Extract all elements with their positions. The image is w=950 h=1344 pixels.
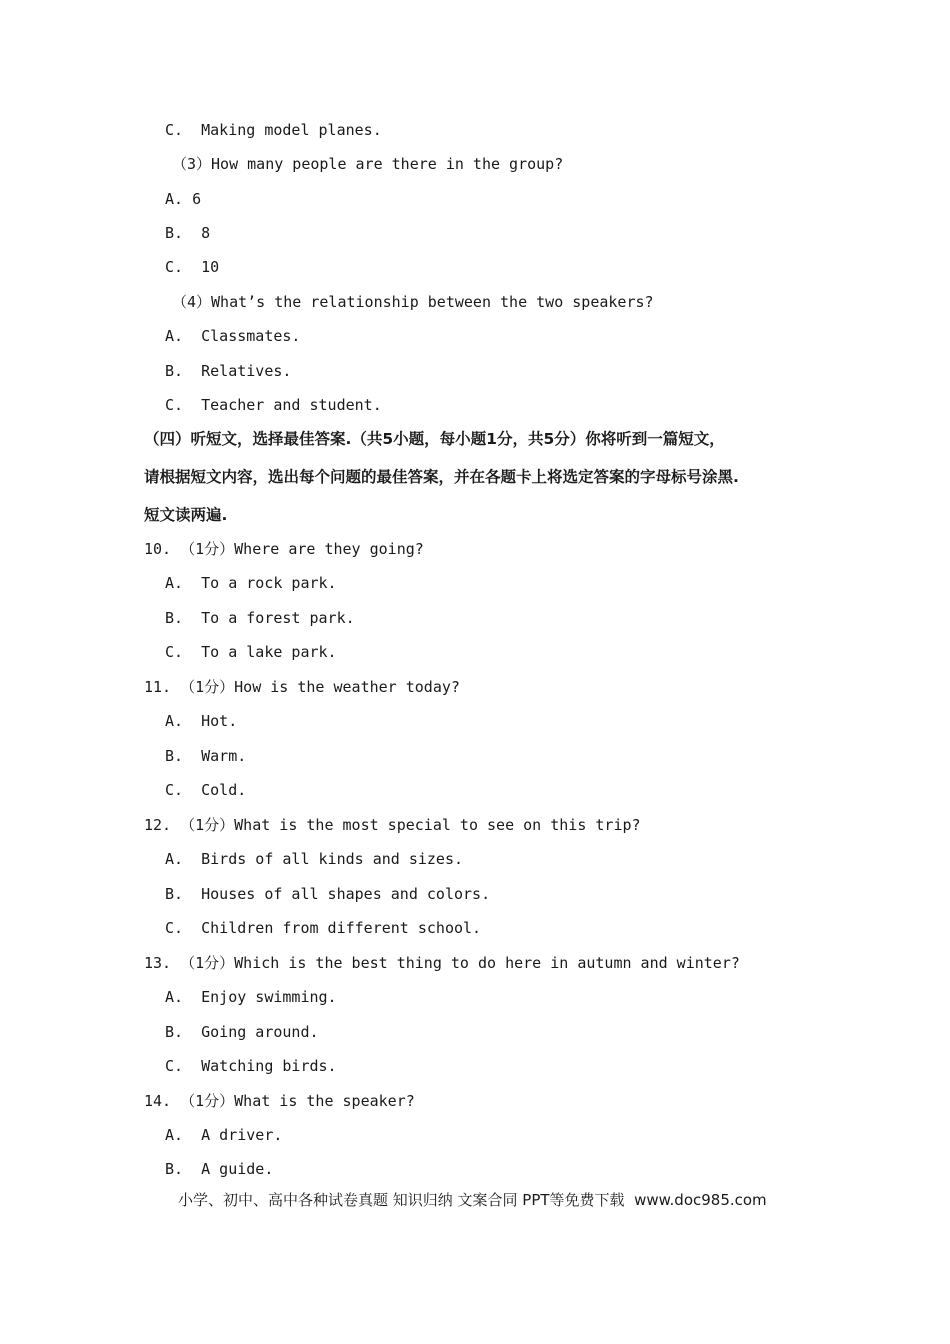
option-b: B. Relatives. bbox=[165, 362, 292, 380]
question-14: 14. （1分）What is the speaker? bbox=[144, 1092, 415, 1110]
option-a: A. Classmates. bbox=[165, 327, 301, 345]
option-a: A. 6 bbox=[165, 190, 202, 208]
section-heading: 请根据短文内容，选出每个问题的最佳答案，并在各题卡上将选定答案的字母标号涂黑. bbox=[144, 468, 739, 486]
question-3: （3）How many people are there in the group? bbox=[172, 155, 564, 173]
option-b: B. A guide. bbox=[165, 1160, 274, 1178]
option-b: B. Going around. bbox=[165, 1023, 319, 1041]
option-b: B. To a forest park. bbox=[165, 609, 355, 627]
option-a: A. To a rock park. bbox=[165, 574, 337, 592]
section-heading: 短文读两遍. bbox=[144, 506, 228, 524]
option-c: C. To a lake park. bbox=[165, 643, 337, 661]
option-c: C. Watching birds. bbox=[165, 1057, 337, 1075]
option-c: C. Teacher and student. bbox=[165, 396, 382, 414]
option-a: A. Enjoy swimming. bbox=[165, 988, 337, 1006]
option-c: C. 10 bbox=[165, 258, 220, 276]
section-heading: （四）听短文，选择最佳答案.（共5小题，每小题1分，共5分）你将听到一篇短文， bbox=[144, 430, 725, 448]
question-12: 12. （1分）What is the most special to see on this trip? bbox=[144, 816, 641, 834]
option-b: B. 8 bbox=[165, 224, 211, 242]
option-a: A. Birds of all kinds and sizes. bbox=[165, 850, 464, 868]
option-b: B. Houses of all shapes and colors. bbox=[165, 885, 491, 903]
question-4: （4）What’s the relationship between the two speakers? bbox=[172, 293, 654, 311]
question-11: 11. （1分）How is the weather today? bbox=[144, 678, 460, 696]
option-c: C. Children from different school. bbox=[165, 919, 482, 937]
question-13: 13. （1分）Which is the best thing to do here in autumn and winter? bbox=[144, 954, 740, 972]
option-c: C. Making model planes. bbox=[165, 121, 382, 139]
option-a: A. A driver. bbox=[165, 1126, 283, 1144]
option-c: C. Cold. bbox=[165, 781, 247, 799]
option-b: B. Warm. bbox=[165, 747, 247, 765]
page-footer: 小学、初中、高中各种试卷真题 知识归纳 文案合同 PPT等免费下载 www.doc985.com bbox=[178, 1191, 767, 1209]
question-10: 10. （1分）Where are they going? bbox=[144, 540, 424, 558]
option-a: A. Hot. bbox=[165, 712, 238, 730]
